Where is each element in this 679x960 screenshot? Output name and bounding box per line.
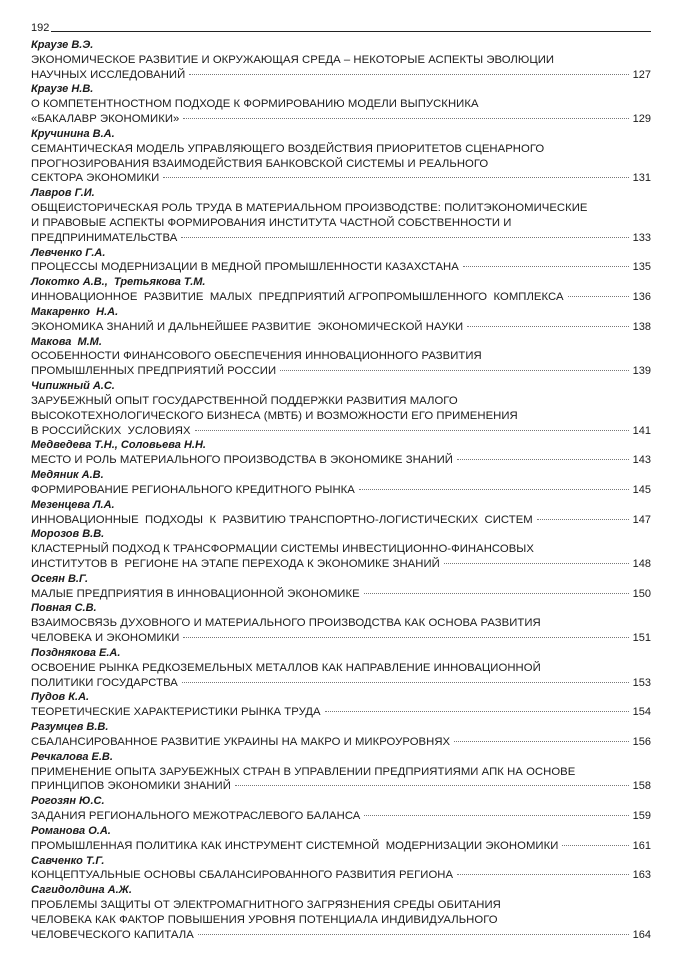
toc-entry — [31, 572, 651, 602]
entry-author: Краузе Н.В. — [31, 83, 94, 96]
entry-author: Пудов К.А. — [31, 691, 90, 704]
entry-title-text: ПРОГНОЗИРОВАНИЯ ВЗАИМОДЕЙСТВИЯ БАНКОВСКОЙ СИСТЕМЫ И РЕАЛЬНОГО — [31, 157, 489, 170]
entry-page-number: 139 — [632, 365, 651, 378]
entry-author: Осеян В.Г. — [31, 572, 89, 585]
entry-title-line — [31, 616, 651, 631]
entry-author: Романова О.А. — [31, 824, 111, 837]
entry-page-number: 153 — [632, 676, 651, 689]
entry-author: Макова М.М. — [31, 335, 102, 348]
entry-author: Макаренко Н.А. — [31, 305, 119, 318]
entry-title-line — [31, 913, 651, 928]
entry-title-text: СБАЛАНСИРОВАННОЕ РАЗВИТИЕ УКРАИНЫ НА МАКРО И МИКРОУРОВНЯХ — [31, 735, 451, 748]
entry-title-line — [31, 779, 651, 794]
entry-title-text: ИНСТИТУТОВ В РЕГИОНЕ НА ЭТАПЕ ПЕРЕХОДА К ЭКОНОМИКЕ ЗНАНИЙ — [31, 557, 440, 570]
entry-title-text: О КОМПЕТЕНТНОСТНОМ ПОДХОДЕ К ФОРМИРОВАНИЮ МОДЕЛИ ВЫПУСКНИКА — [31, 98, 479, 111]
dot-leader — [198, 934, 629, 935]
entry-page-number: 164 — [632, 928, 651, 941]
dot-leader — [183, 118, 628, 119]
entry-title-text: ОБЩЕИСТОРИЧЕСКАЯ РОЛЬ ТРУДА В МАТЕРИАЛЬНОМ ПРОИЗВОДСТВЕ: ПОЛИТЭКОНОМИЧЕСКИЕ — [31, 202, 588, 215]
entry-title-text: ПРОБЛЕМЫ ЗАЩИТЫ ОТ ЭЛЕКТРОМАГНИТНОГО ЗАГРЯЗНЕНИЯ СРЕДЫ ОБИТАНИЯ — [31, 899, 501, 912]
toc-entry — [31, 38, 651, 82]
entry-page-number: 136 — [632, 291, 651, 304]
entry-author: Краузе В.Э. — [31, 39, 94, 51]
toc-entry — [31, 498, 651, 528]
entry-title-line — [31, 705, 651, 720]
entry-title-line — [31, 157, 651, 172]
entry-title-line — [31, 68, 651, 83]
entry-author: Сагидолдина А.Ж. — [31, 884, 132, 897]
entry-title-line — [31, 765, 651, 780]
entry-title-text: ОСОБЕННОСТИ ФИНАНСОВОГО ОБЕСПЕЧЕНИЯ ИННОВАЦИОННОГО РАЗВИТИЯ — [31, 350, 482, 363]
entry-title-text: ВЗАИМОСВЯЗЬ ДУХОВНОГО И МАТЕРИАЛЬНОГО ПРОИЗВОДСТВА КАК ОСНОВА РАЗВИТИЯ — [31, 617, 541, 630]
entry-author: Лавров Г.И. — [31, 187, 95, 200]
entry-title-line — [31, 676, 651, 691]
toc-entry — [31, 601, 651, 645]
entry-page-number: 150 — [632, 587, 651, 600]
entry-page-number: 145 — [632, 483, 651, 496]
entry-page-number: 154 — [632, 706, 651, 719]
entry-author: Левченко Г.А. — [31, 246, 106, 259]
entry-title-line — [31, 839, 651, 854]
entry-title-line — [31, 201, 651, 216]
entry-title-line — [31, 112, 651, 127]
entry-title-text: «БАКАЛАВР ЭКОНОМИКИ» — [31, 113, 180, 126]
toc-entry — [31, 527, 651, 571]
entry-title-text: СЕМАНТИЧЕСКАЯ МОДЕЛЬ УПРАВЛЯЮЩЕГО ВОЗДЕЙСТВИЯ ПРИОРИТЕТОВ СЦЕНАРНОГО — [31, 142, 545, 155]
dot-leader — [359, 489, 629, 490]
page-header — [31, 20, 651, 34]
toc-entry — [31, 275, 651, 305]
entry-title-text: ФОРМИРОВАНИЕ РЕГИОНАЛЬНОГО КРЕДИТНОГО РЫНКА — [31, 483, 355, 496]
entry-title-line — [31, 928, 651, 943]
entry-page-number: 156 — [632, 735, 651, 748]
entry-page-number: 148 — [632, 557, 651, 570]
dot-leader — [444, 563, 629, 564]
entry-title-text: ЧЕЛОВЕКА И ЭКОНОМИКИ — [31, 632, 180, 645]
entry-page-number: 133 — [632, 231, 651, 244]
dot-leader — [457, 874, 629, 875]
entry-title-line — [31, 483, 651, 498]
toc-entry — [31, 720, 651, 750]
entry-title-text: СЕКТОРА ЭКОНОМИКИ — [31, 172, 160, 185]
dot-leader — [454, 741, 629, 742]
entry-title-text: НАУЧНЫХ ИССЛЕДОВАНИЙ — [31, 68, 186, 81]
entry-title-text: ЧЕЛОВЕЧЕСКОГО КАПИТАЛА — [31, 928, 194, 941]
toc-entry — [31, 824, 651, 854]
entry-title-line — [31, 513, 651, 528]
entry-title-line — [31, 364, 651, 379]
toc-entry — [31, 750, 651, 794]
entry-page-number: 141 — [632, 424, 651, 437]
entry-title-line — [31, 898, 651, 913]
page-number: 192 — [31, 22, 50, 34]
entry-title-text: ВЫСОКОТЕХНОЛОГИЧЕСКОГО БИЗНЕСА (МВТБ) И ВОЗМОЖНОСТИ ЕГО ПРИМЕНЕНИЯ — [31, 409, 518, 422]
entry-title-line — [31, 171, 651, 186]
dot-leader — [568, 296, 629, 297]
entry-title-line — [31, 231, 651, 246]
entry-title-text: ПРОЦЕССЫ МОДЕРНИЗАЦИИ В МЕДНОЙ ПРОМЫШЛЕННОСТИ КАЗАХСТАНА — [31, 261, 459, 274]
dot-leader — [181, 237, 628, 238]
entry-author: Речкалова Е.В. — [31, 750, 113, 763]
toc-entry — [31, 883, 651, 942]
entry-title-line — [31, 661, 651, 676]
entry-title-text: ИННОВАЦИОННЫЕ ПОДХОДЫ К РАЗВИТИЮ ТРАНСПОРТНО-ЛОГИСТИЧЕСКИХ СИСТЕМ — [31, 513, 533, 526]
entry-title-text: ЭКОНОМИКА ЗНАНИЙ И ДАЛЬНЕЙШЕЕ РАЗВИТИЕ ЭКОНОМИЧЕСКОЙ НАУКИ — [31, 320, 464, 333]
dot-leader — [195, 430, 629, 431]
entry-title-text: ЭКОНОМИЧЕСКОЕ РАЗВИТИЕ И ОКРУЖАЮЩАЯ СРЕДА – НЕКОТОРЫЕ АСПЕКТЫ ЭВОЛЮЦИИ — [31, 53, 555, 66]
entry-title-line — [31, 409, 651, 424]
entry-title-line — [31, 97, 651, 112]
entry-title-line — [31, 349, 651, 364]
entry-author: Чипижный А.С. — [31, 380, 115, 393]
entry-author: Разумцев В.В. — [31, 721, 109, 734]
entry-title-line — [31, 320, 651, 335]
entry-title-line — [31, 394, 651, 409]
dot-leader — [280, 370, 629, 371]
entry-title-text: В РОССИЙСКИХ УСЛОВИЯХ — [31, 424, 191, 437]
entry-title-text: ПРЕДПРИНИМАТЕЛЬСТВА — [31, 231, 178, 244]
dot-leader — [537, 519, 629, 520]
entry-page-number: 138 — [632, 320, 651, 333]
entry-author: Локотко А.В., Третьякова Т.М. — [31, 276, 206, 289]
entry-title-line — [31, 542, 651, 557]
entry-title-text: ЗАРУБЕЖНЫЙ ОПЫТ ГОСУДАРСТВЕННОЙ ПОДДЕРЖКИ РАЗВИТИЯ МАЛОГО — [31, 394, 458, 407]
entry-title-line — [31, 53, 651, 68]
entry-page-number: 135 — [632, 261, 651, 274]
entry-title-line — [31, 868, 651, 883]
toc-entry — [31, 438, 651, 468]
entry-title-line — [31, 424, 651, 439]
entry-author: Медяник А.В. — [31, 469, 104, 482]
entry-title-text: КОНЦЕПТУАЛЬНЫЕ ОСНОВЫ СБАЛАНСИРОВАННОГО РАЗВИТИЯ РЕГИОНА — [31, 869, 454, 882]
entry-author: Мезенцева Л.А. — [31, 498, 115, 511]
entry-title-text: ПРИМЕНЕНИЕ ОПЫТА ЗАРУБЕЖНЫХ СТРАН В УПРАВЛЕНИИ ПРЕДПРИЯТИЯМИ АПК НА ОСНОВЕ — [31, 765, 576, 778]
dot-leader — [163, 177, 628, 178]
entry-title-text: МЕСТО И РОЛЬ МАТЕРИАЛЬНОГО ПРОИЗВОДСТВА В ЭКОНОМИКЕ ЗНАНИЙ — [31, 454, 453, 467]
dot-leader — [325, 711, 629, 712]
dot-leader — [364, 593, 629, 594]
toc-entry — [31, 246, 651, 276]
entry-title-text: МАЛЫЕ ПРЕДПРИЯТИЯ В ИННОВАЦИОННОЙ ЭКОНОМИКЕ — [31, 587, 360, 600]
entry-page-number: 161 — [632, 839, 651, 852]
dot-leader — [189, 74, 628, 75]
entry-title-line — [31, 290, 651, 305]
entry-title-text: ПОЛИТИКИ ГОСУДАРСТВА — [31, 676, 178, 689]
entry-page-number: 131 — [632, 172, 651, 185]
toc-entry — [31, 794, 651, 824]
entry-title-text: КЛАСТЕРНЫЙ ПОДХОД К ТРАНСФОРМАЦИИ СИСТЕМЫ ИНВЕСТИЦИОННО-ФИНАНСОВЫХ — [31, 543, 534, 556]
toc-entry — [31, 335, 651, 379]
entry-author: Морозов В.В. — [31, 528, 105, 541]
dot-leader — [235, 785, 629, 786]
entry-author: Повная С.В. — [31, 602, 97, 615]
entry-page-number: 143 — [632, 454, 651, 467]
entry-title-line — [31, 453, 651, 468]
header-rule — [51, 31, 651, 32]
entry-page-number: 151 — [632, 632, 651, 645]
toc-entry — [31, 305, 651, 335]
entry-page-number: 159 — [632, 810, 651, 823]
entry-title-text: ПРИНЦИПОВ ЭКОНОМИКИ ЗНАНИЙ — [31, 780, 231, 793]
entry-title-text: ПРОМЫШЛЕННАЯ ПОЛИТИКА КАК ИНСТРУМЕНТ СИСТЕМНОЙ МОДЕРНИЗАЦИИ ЭКОНОМИКИ — [31, 839, 559, 852]
entry-page-number: 163 — [632, 869, 651, 882]
dot-leader — [562, 845, 628, 846]
entry-title-line — [31, 557, 651, 572]
entry-title-line — [31, 809, 651, 824]
dot-leader — [457, 459, 629, 460]
entry-page-number: 127 — [632, 68, 651, 81]
dot-leader — [467, 326, 629, 327]
toc-entry — [31, 186, 651, 245]
entry-title-text: ПРОМЫШЛЕННЫХ ПРЕДПРИЯТИЙ РОССИИ — [31, 365, 277, 378]
dot-leader — [463, 266, 629, 267]
entry-title-line — [31, 142, 651, 157]
entry-author: Рогозян Ю.С. — [31, 795, 105, 808]
entry-author: Медведева Т.Н., Соловьева Н.Н. — [31, 439, 206, 452]
entry-title-line — [31, 260, 651, 275]
entry-title-line — [31, 735, 651, 750]
entry-title-text: ОСВОЕНИЕ РЫНКА РЕДКОЗЕМЕЛЬНЫХ МЕТАЛЛОВ КАК НАПРАВЛЕНИЕ ИННОВАЦИОННОЙ — [31, 661, 541, 674]
toc-entry — [31, 646, 651, 690]
entry-page-number: 158 — [632, 780, 651, 793]
table-of-contents — [31, 38, 651, 943]
entry-title-line — [31, 216, 651, 231]
toc-entry — [31, 379, 651, 438]
entry-title-line — [31, 587, 651, 602]
entry-title-text: ИННОВАЦИОННОЕ РАЗВИТИЕ МАЛЫХ ПРЕДПРИЯТИЙ АГРОПРОМЫШЛЕННОГО КОМПЛЕКСА — [31, 291, 564, 304]
entry-author: Кручинина В.А. — [31, 127, 115, 140]
dot-leader — [364, 815, 628, 816]
toc-entry — [31, 127, 651, 186]
entry-title-text: ЗАДАНИЯ РЕГИОНАЛЬНОГО МЕЖОТРАСЛЕВОГО БАЛАНСА — [31, 810, 361, 823]
toc-entry — [31, 468, 651, 498]
entry-title-text: ТЕОРЕТИЧЕСКИЕ ХАРАКТЕРИСТИКИ РЫНКА ТРУДА — [31, 706, 321, 719]
dot-leader — [183, 637, 628, 638]
entry-page-number: 147 — [632, 513, 651, 526]
entry-page-number: 129 — [632, 113, 651, 126]
entry-title-text: И ПРАВОВЫЕ АСПЕКТЫ ФОРМИРОВАНИЯ ИНСТИТУТА ЧАСТНОЙ СОБСТВЕННОСТИ И — [31, 216, 512, 229]
dot-leader — [182, 682, 629, 683]
toc-entry — [31, 854, 651, 884]
entry-title-text: ЧЕЛОВЕКА КАК ФАКТОР ПОВЫШЕНИЯ УРОВНЯ ПОТЕНЦИАЛА ИНДИВИДУАЛЬНОГО — [31, 913, 498, 926]
entry-title-line — [31, 631, 651, 646]
toc-entry — [31, 82, 651, 126]
entry-author: Савченко Т.Г. — [31, 854, 105, 867]
entry-author: Позднякова Е.А. — [31, 646, 121, 659]
toc-entry — [31, 690, 651, 720]
